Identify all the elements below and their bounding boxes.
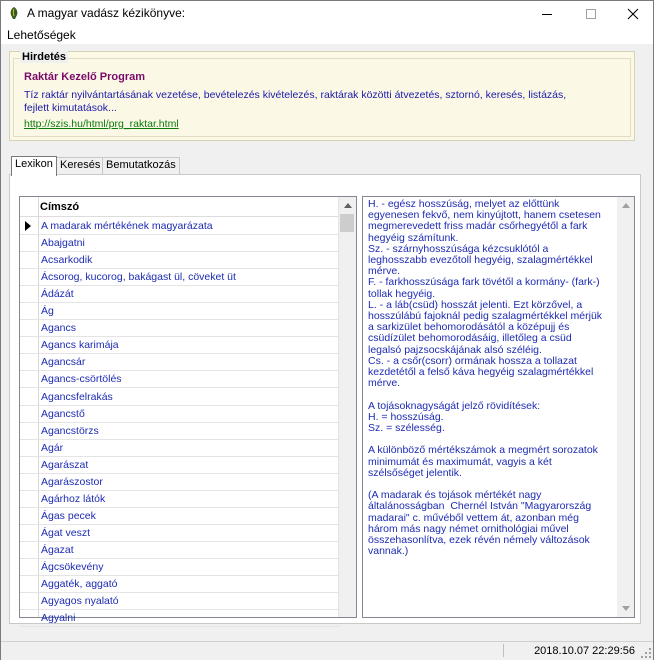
row-cimszo-cell: Agárhoz látók: [41, 492, 106, 505]
entry-detail-text: H. - egész hosszúság, melyet az előttünk egyenesen fekvő, nem kinyújtott, hanem csetesen megmerevedett friss madár csőrhegyétől a fark hegyéig számítunk. Sz. - szárnyhosszúsága kézcsuklótól a leghosszabb evezőtoll hegyéig, szalagmértékkel mérve. F. - farkhosszúsága fark tövétől a kormány- (fark-) tollak hegyéig. L. - a láb(csüd) hosszát jelenti. Ezt körzővel, a hosszúlábú fajoknál pedig szalagmértékkel mérjük a sarkizület behomorodásától a középujj és csüdízület behomorodásáig, illetőleg a csüd legalsó pajzsocskájának alsó széléig. Cs. - a csőr(csorr) ormának hossza a tollazat kezdetétől a felső káva hegyéig szalagmértékkel mérve. A tojásoknagyságát jelző rövidítések: H. = hosszúság. Sz. = szélesség. A különböző mértékszámok a megmért sorozatok minimumát és maximumát, vagyis a két szélsőséget jelentik. (A madarak és tojások mértékét nagy általánosságban Chernél István "Magyarország madarai" c. művéből vettem át, azonban még három más nagy német ornithológiai művel összehasonlítva, ezek révén némely változások vannak.): [368, 198, 603, 558]
scroll-up-button[interactable]: [339, 197, 356, 214]
close-icon: [628, 9, 638, 19]
status-bar: [1, 641, 653, 660]
row-cimszo-cell: Agarászostor: [41, 475, 103, 488]
grid-header: [20, 197, 339, 217]
table-row[interactable]: [20, 456, 339, 474]
close-button[interactable]: [618, 1, 648, 26]
status-panel: [7, 644, 504, 657]
ad-legend: Hirdetés: [22, 51, 67, 63]
tab-bemutatkozas[interactable]: Bemutatkozás: [102, 157, 180, 175]
table-row[interactable]: [20, 575, 339, 593]
row-cimszo-cell: Agancsár: [41, 356, 86, 369]
table-row[interactable]: [20, 336, 339, 354]
row-cimszo-cell: Ácsorog, kucorog, bakágast ül, cöveket üt: [41, 271, 236, 284]
row-cimszo-cell: Agancs karimája: [41, 339, 119, 352]
table-row[interactable]: [20, 268, 339, 286]
table-row[interactable]: [20, 388, 339, 406]
row-cimszo-cell: Agyalni: [41, 612, 76, 625]
table-row[interactable]: [20, 302, 339, 320]
row-selector-arrow-icon: [25, 221, 31, 231]
tab-lexikon[interactable]: Lexikon: [11, 156, 57, 176]
resize-grip-icon[interactable]: [641, 648, 651, 658]
row-cimszo-cell: Ágat veszt: [41, 526, 91, 539]
entry-grid[interactable]: [19, 196, 357, 625]
column-header-cimszo[interactable]: Címszó: [40, 201, 80, 213]
chevron-up-icon: [622, 203, 630, 208]
minimize-icon: [542, 9, 552, 19]
row-cimszo-cell: Agarászat: [41, 458, 89, 471]
detail-scrollbar[interactable]: [617, 197, 634, 617]
table-row[interactable]: [20, 217, 339, 235]
tab-kereses[interactable]: Keresés: [56, 157, 104, 175]
row-cimszo-cell: Ág: [41, 305, 54, 318]
table-row[interactable]: [20, 541, 339, 559]
row-cimszo-cell: Agancstörzs: [41, 424, 99, 437]
detail-scroll-down-button[interactable]: [617, 600, 634, 617]
window-title: A magyar vadász kézikönyve:: [27, 6, 186, 20]
chevron-down-icon: [622, 606, 630, 611]
table-row[interactable]: [20, 524, 339, 542]
lexikon-panel: [9, 174, 641, 624]
row-cimszo-cell: Agancs-csörtölés: [41, 373, 122, 386]
table-row[interactable]: [20, 353, 339, 371]
app-icon: [7, 6, 21, 20]
table-row[interactable]: [20, 507, 339, 525]
row-cimszo-cell: Aggaték, aggató: [41, 578, 118, 591]
table-row[interactable]: [20, 439, 339, 457]
scroll-thumb[interactable]: [340, 214, 354, 232]
row-cimszo-cell: Agancs: [41, 322, 77, 335]
title-bar[interactable]: [1, 1, 653, 26]
row-cimszo-cell: Agyagos nyalató: [41, 595, 119, 608]
table-row[interactable]: [20, 422, 339, 440]
minimize-button[interactable]: [532, 1, 562, 26]
row-cimszo-cell: Acsarkodik: [41, 254, 93, 267]
table-row[interactable]: [20, 558, 339, 576]
grid-scrollbar[interactable]: [338, 197, 356, 617]
detail-scroll-up-button[interactable]: [617, 197, 634, 214]
ad-link[interactable]: http://szis.hu/html/prg_raktar.html: [24, 118, 179, 130]
row-cimszo-cell: Agancstő: [41, 407, 85, 420]
table-row[interactable]: [20, 234, 339, 252]
row-cimszo-cell: Agár: [41, 441, 64, 454]
chevron-up-icon: [344, 203, 352, 208]
menu-item-lehetosegek[interactable]: Lehetőségek: [7, 28, 76, 42]
row-cimszo-cell: Abajgatni: [41, 237, 85, 250]
table-row[interactable]: [20, 251, 339, 269]
table-row[interactable]: [20, 285, 339, 303]
ad-description: Tíz raktár nyilvántartásának vezetése, bevételezés kivételezés, raktárak közötti átvezetés, sztornó, keresés, listázás, fejlett kimutatások...: [24, 89, 567, 114]
row-cimszo-cell: Ágas pecek: [41, 509, 96, 522]
table-row[interactable]: [20, 473, 339, 491]
status-datetime: 2018.10.07 22:29:56: [534, 645, 635, 657]
table-row[interactable]: [20, 609, 339, 627]
maximize-button[interactable]: [576, 1, 606, 26]
entry-detail-box[interactable]: [362, 196, 635, 618]
table-row[interactable]: [20, 592, 339, 610]
table-row[interactable]: [20, 490, 339, 508]
table-row[interactable]: [20, 405, 339, 423]
table-row[interactable]: [20, 319, 339, 337]
menu-bar: [1, 26, 653, 44]
row-cimszo-cell: Ágcsökevény: [41, 561, 104, 573]
row-cimszo-cell: Ádázát: [41, 288, 74, 301]
advertisement-box: [9, 51, 635, 141]
row-cimszo-cell: Ágazat: [41, 543, 74, 556]
table-row[interactable]: [20, 370, 339, 388]
ad-title[interactable]: Raktár Kezelő Program: [24, 71, 146, 83]
row-cimszo-cell: Agancsfelrakás: [41, 390, 113, 403]
maximize-icon: [586, 9, 596, 19]
row-cimszo-cell: A madarak mértékének magyarázata: [41, 220, 213, 232]
